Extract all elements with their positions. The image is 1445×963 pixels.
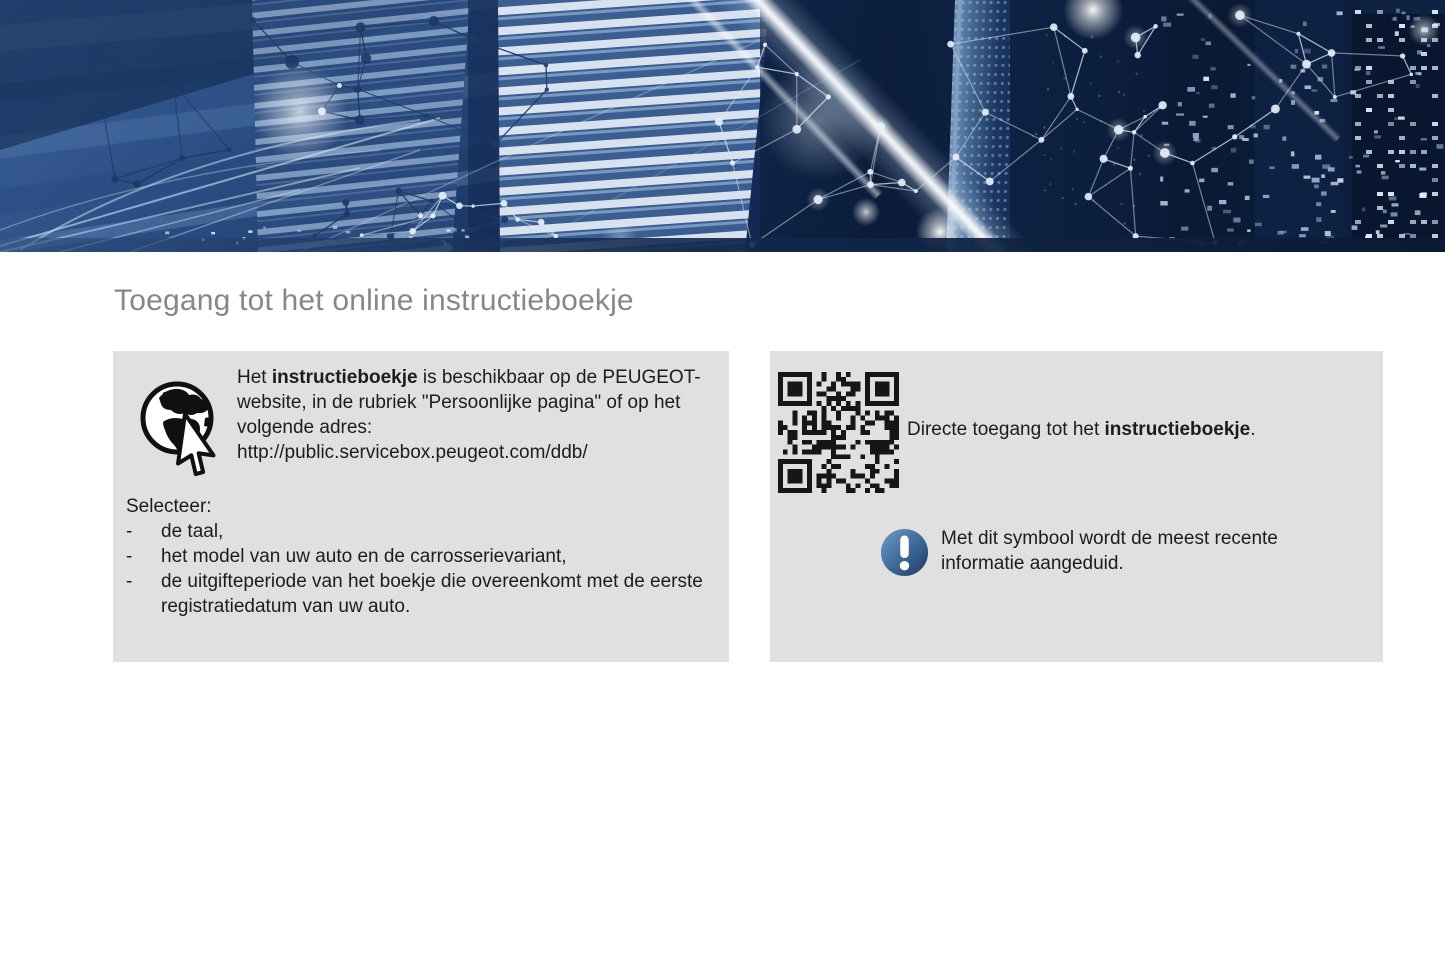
list-item-text: de uitgifteperiode van het boekje die overeenkomt met de eerste registratiedatum van uw auto. [161,571,703,617]
city-network-photo [0,0,1445,252]
list-item [126,569,703,619]
info-note: Met dit symbool wordt de meest recente informatie aangeduid. [941,528,1278,574]
select-label: Selecteer: [126,496,212,517]
list-item-text: de taal, [161,521,224,542]
access-paragraph: Het instructieboekje is beschikbaar op de PEUGEOT- website, in de rubriek "Persoonlijke pagina" of op het volgende adres: http://public.servicebox.peugeot.com/ddb/ [237,367,701,463]
qr-code [778,372,899,493]
dash-bullet: - [126,546,133,567]
select-instructions [126,494,703,619]
list-item [126,544,703,569]
list-item-text: het model van uw auto en de carrosserievariant, [161,546,567,567]
dash-bullet: - [126,521,133,542]
qr-caption: Directe toegang tot het instructieboekje. [907,419,1256,440]
dash-bullet: - [126,571,133,592]
list-item [126,519,703,544]
globe-cursor-icon [139,378,231,480]
info-exclamation-icon [880,528,929,577]
page-title: Toegang tot het online instructieboekje [114,284,634,317]
online-access-panel [113,351,729,662]
qr-access-panel [770,351,1383,662]
hero-banner-image [0,0,1445,252]
